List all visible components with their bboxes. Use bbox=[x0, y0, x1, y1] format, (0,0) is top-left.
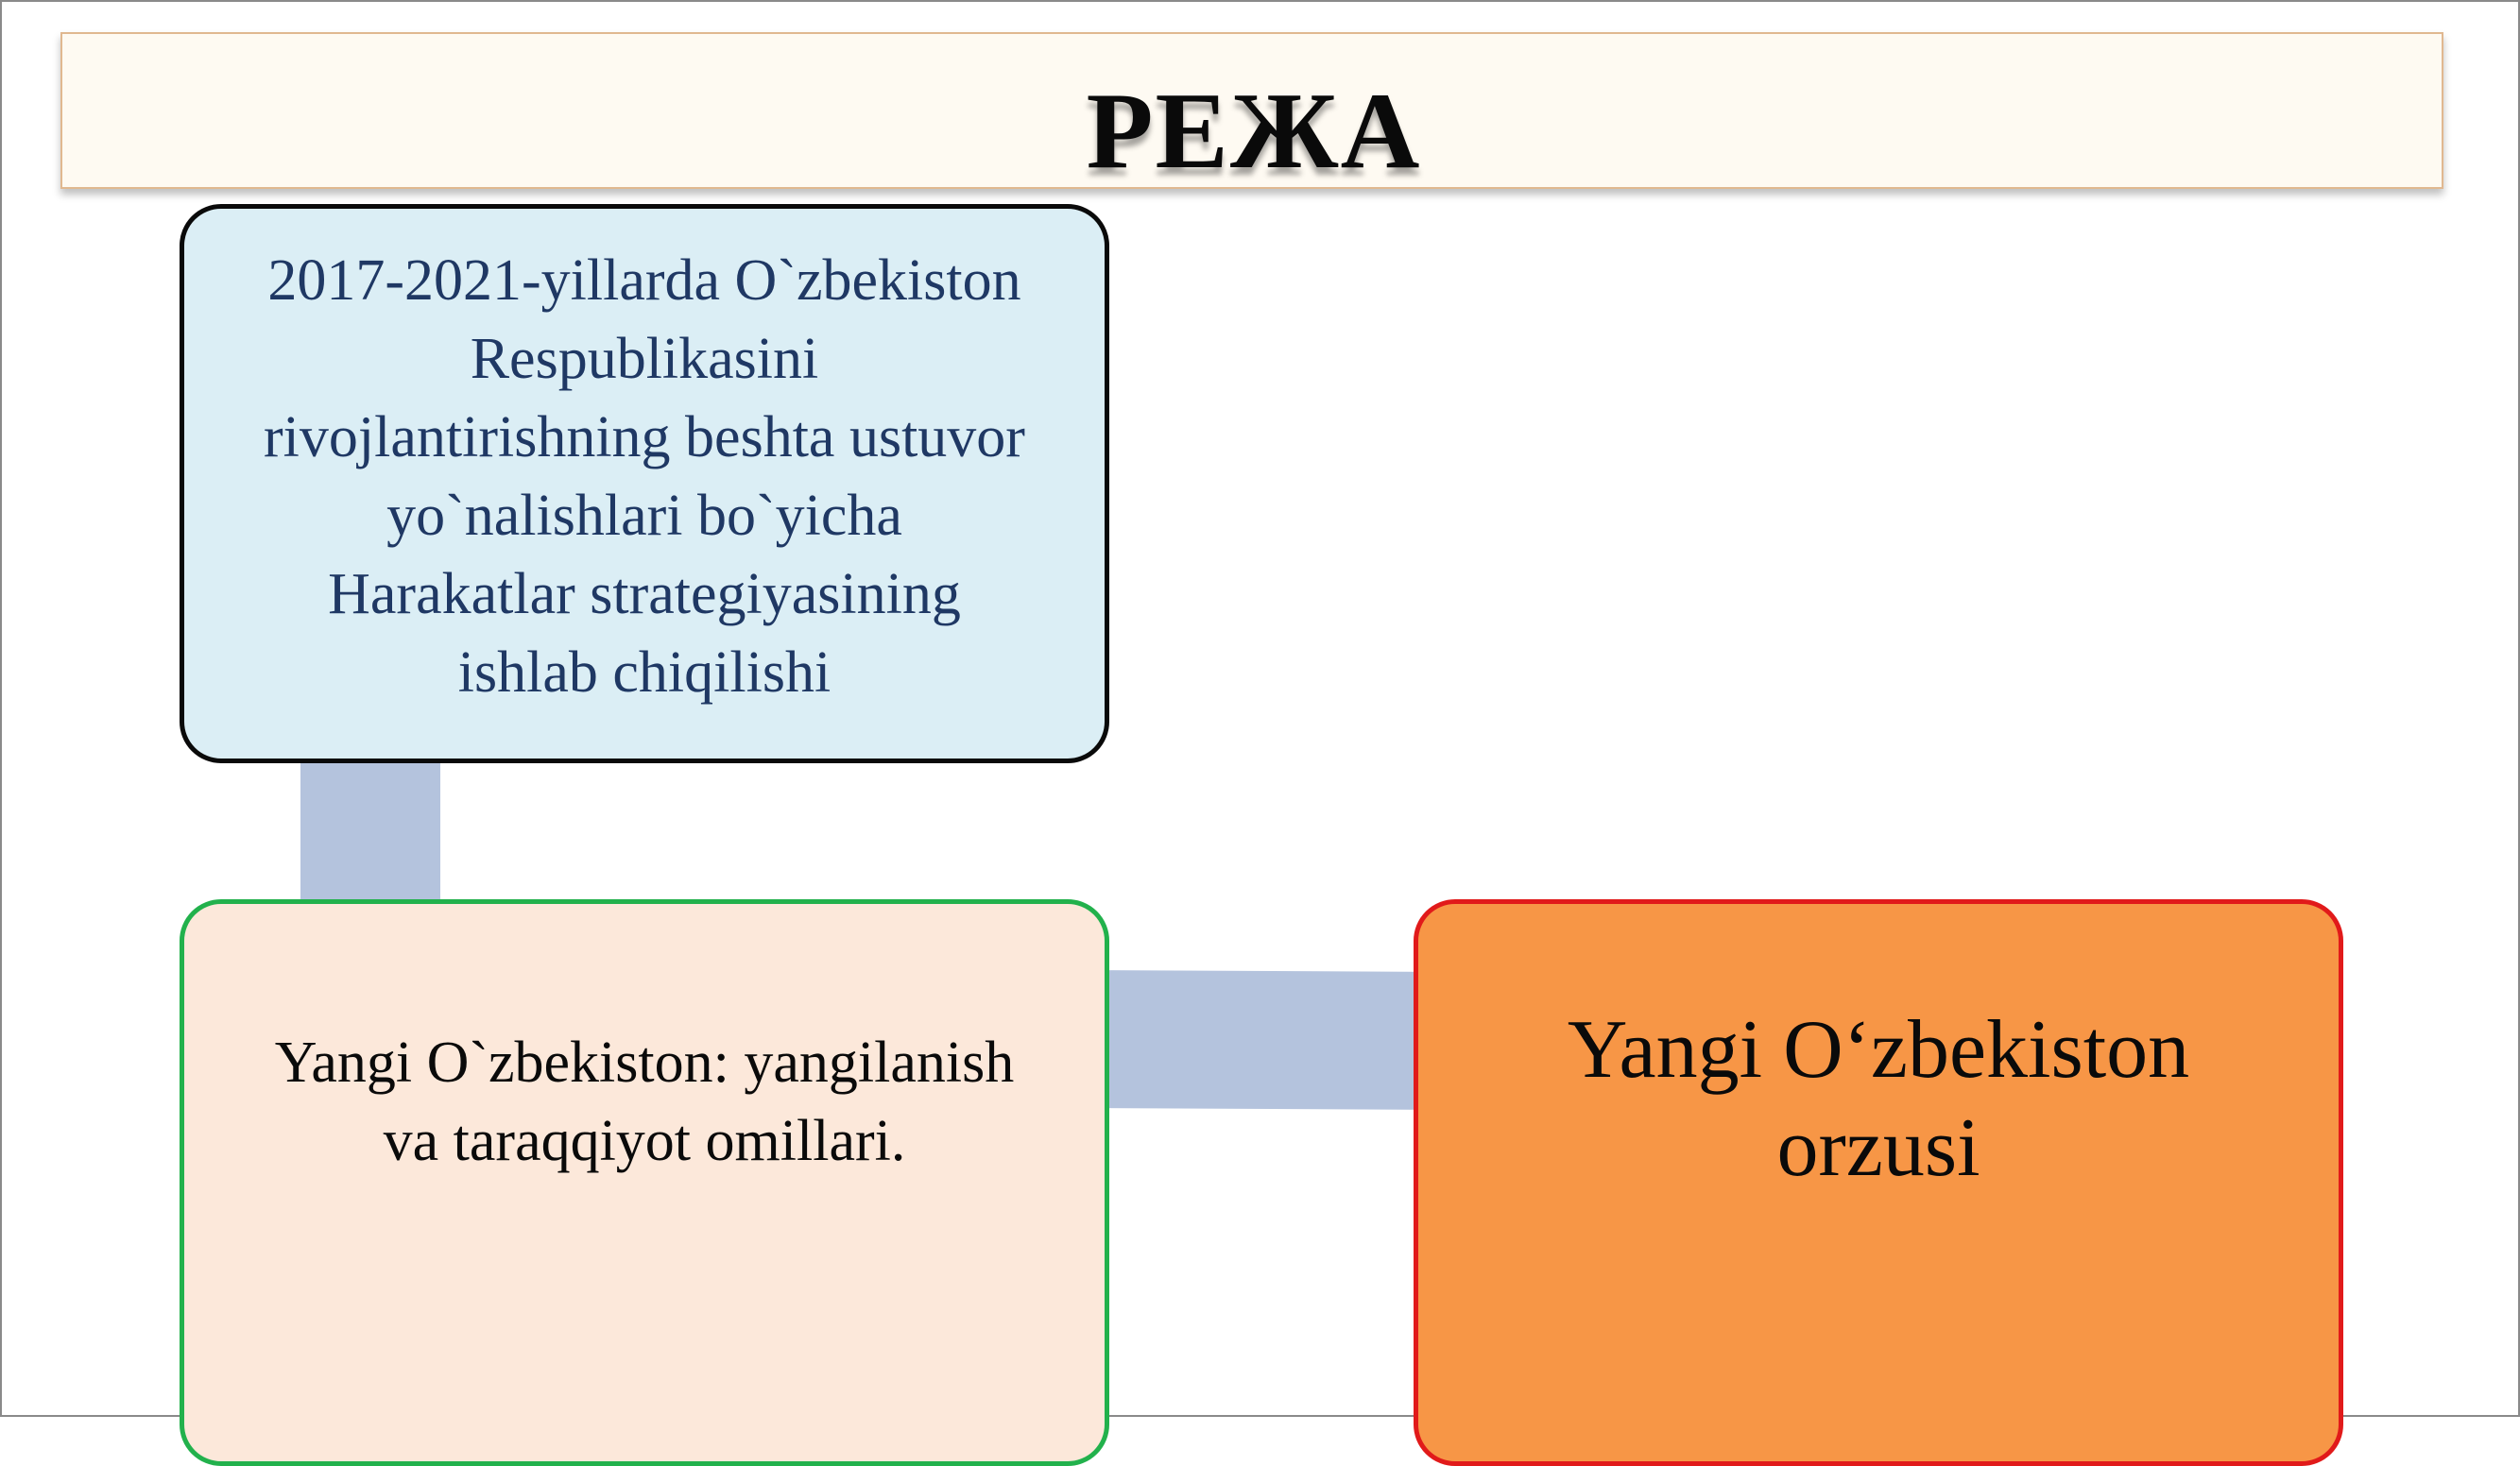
connector-vertical bbox=[300, 756, 440, 907]
box-factors-text: Yangi O`zbekiston: yangilanish va taraqqiyot omillari. bbox=[274, 1031, 1015, 1173]
slide-title: РЕЖА bbox=[1086, 71, 1422, 192]
box-factors bbox=[180, 899, 1109, 1466]
box-strategy-text: 2017-2021-yillarda O`zbekiston Respublikasini rivojlantirishning beshta ustuvor yo`nalishlari bo`yicha Harakatlar strategiyasining ishlab chiqilishi bbox=[264, 248, 1025, 705]
connector-horizontal bbox=[1106, 970, 1427, 1110]
box-dream-text: Yangi O‘zbekiston orzusi bbox=[1567, 1004, 2190, 1194]
box-strategy bbox=[180, 204, 1109, 763]
box-dream bbox=[1414, 899, 2343, 1466]
title-bar bbox=[60, 32, 2443, 192]
